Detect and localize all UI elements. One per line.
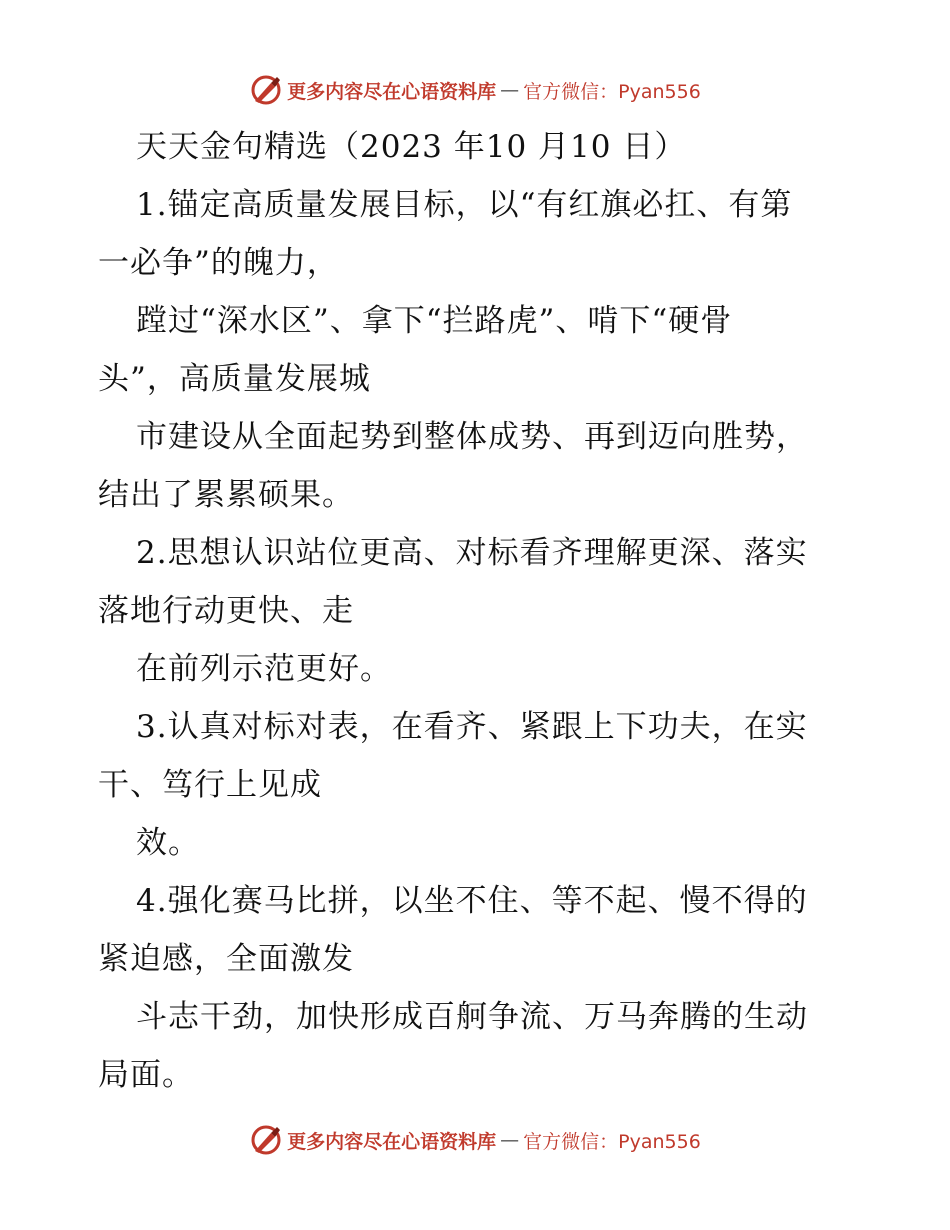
- document-line-3: 蹚过“深水区”、拿下“拦路虎”、啃下“硬骨: [136, 303, 733, 339]
- document-line-6: 结出了累累硕果。: [98, 477, 354, 513]
- document-line-9: 在前列示范更好。: [136, 651, 392, 687]
- footer-banner-inner: [249, 1123, 701, 1157]
- header-banner: [0, 70, 950, 110]
- pen-logo-icon: [249, 1123, 283, 1157]
- document-line-10: 3.认真对标对表，在看齐、紧跟上下功夫，在实: [136, 709, 808, 745]
- header-banner-contact: 官方微信：Pyan556: [523, 80, 701, 103]
- footer-banner-separator: —: [500, 1129, 520, 1151]
- document-line-8: 落地行动更快、走: [98, 593, 354, 629]
- document-line-14: 紧迫感，全面激发: [98, 941, 354, 977]
- document-line-16: 局面。: [98, 1057, 194, 1093]
- footer-banner-contact: 官方微信：Pyan556: [523, 1130, 701, 1153]
- header-banner-separator: —: [500, 79, 520, 101]
- document-line-13: 4.强化赛马比拼，以坐不住、等不起、慢不得的: [136, 883, 808, 919]
- document-title: 天天金句精选（2023 年10 月10 日）: [136, 129, 687, 165]
- document-line-7: 2.思想认识站位更高、对标看齐理解更深、落实: [136, 535, 808, 571]
- document-line-12: 效。: [136, 825, 200, 861]
- footer-banner: [0, 1120, 950, 1160]
- document-body: [98, 118, 852, 1104]
- document-line-1: 1.锚定高质量发展目标，以“有红旗必扛、有第: [136, 187, 793, 223]
- document-line-5: 市建设从全面起势到整体成势、再到迈向胜势，: [136, 419, 808, 455]
- document-line-2: 一必争”的魄力，: [98, 245, 339, 281]
- header-banner-inner: [249, 73, 701, 107]
- document-line-15: 斗志干劲，加快形成百舸争流、万马奔腾的生动: [136, 999, 808, 1035]
- pen-logo-icon: [249, 73, 283, 107]
- header-banner-text: 更多内容尽在心语资料库: [287, 80, 497, 103]
- document-line-11: 干、笃行上见成: [98, 767, 322, 803]
- document-line-4: 头”，高质量发展城: [98, 361, 371, 397]
- footer-banner-text: 更多内容尽在心语资料库: [287, 1130, 497, 1153]
